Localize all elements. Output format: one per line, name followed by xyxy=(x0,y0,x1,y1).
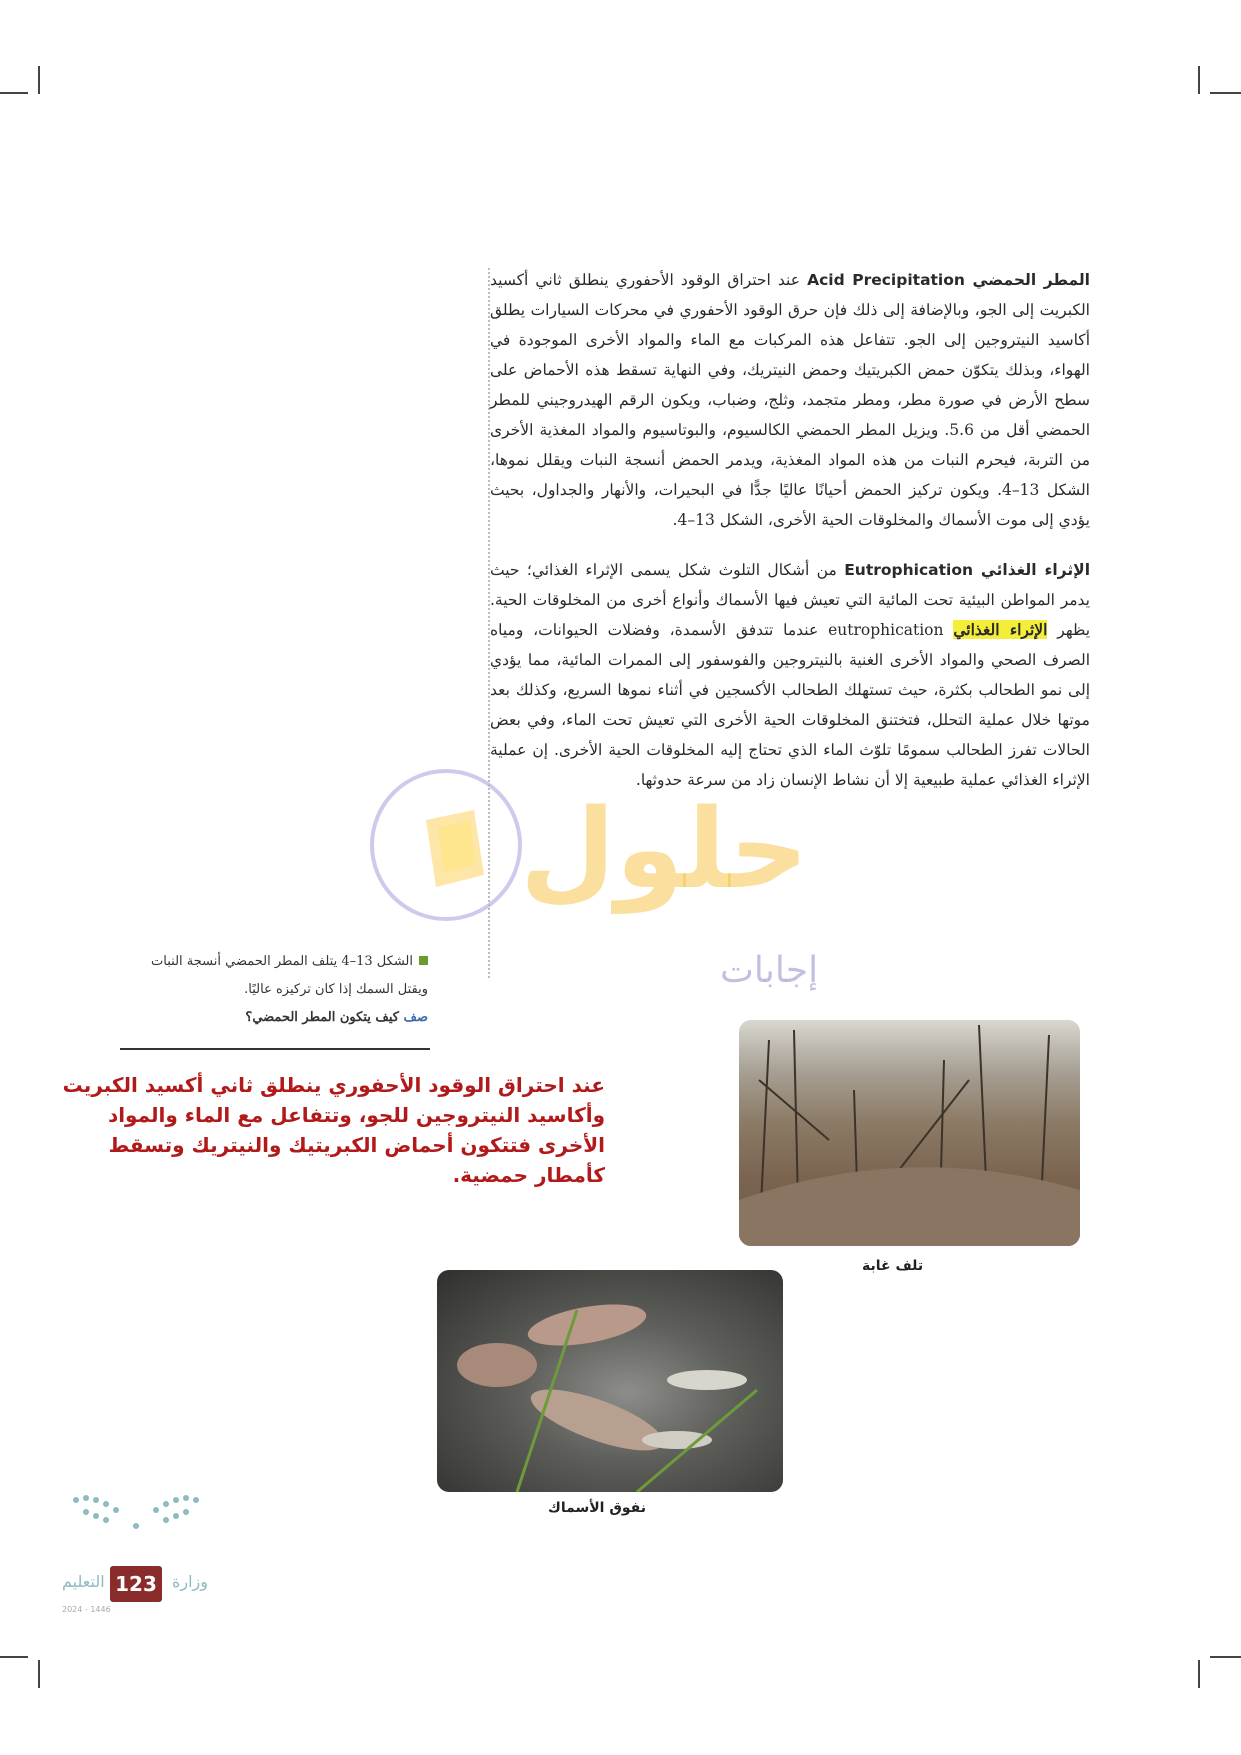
caption-question xyxy=(120,1004,428,1032)
crop-mark xyxy=(1210,92,1241,94)
term-eutrophication: الإثراء الغذائي Eutrophication xyxy=(844,561,1091,579)
page-number: 123 xyxy=(110,1566,162,1602)
crop-mark xyxy=(1198,66,1200,94)
ministry-logo-icon xyxy=(66,1490,206,1560)
caption-text: الشكل 13–4 يتلف المطر الحمضي أنسجة النبات ويقتل السمك إذا كان تركيزه عاليًا. xyxy=(151,954,428,997)
dead-fish-photo-label: نفوق الأسماك xyxy=(548,1500,646,1516)
highlighted-term: الإثراء الغذائي xyxy=(953,620,1048,639)
crop-mark xyxy=(0,92,28,94)
paragraph-eutrophication xyxy=(490,555,1090,795)
main-text xyxy=(490,265,1090,815)
figure-caption xyxy=(120,948,428,1032)
paragraph-acid-precipitation xyxy=(490,265,1090,535)
crop-mark xyxy=(1198,1660,1200,1688)
ministry-name-part: التعليم xyxy=(62,1572,105,1591)
paragraph-text: eutrophication عندما تتدفق الأسمدة، وفضلات الحيوانات، ومياه الصرف الصحي والمواد الأخرى الغنية بالنيتروجين والفوسفور إلى الممرات المائية، مما يؤدي إلى نمو الطحالب بكثرة، حيث تستهلك الطحالب الأكسجين في أثناء نموها السريع، وكذلك بعد موتها خلال عملية التحلل، فتختنق المخلوقات الحية الأخرى التي تعيش تحت الماء، وفي بعض الحالات تفرز الطحالب سمومًا تلوّث الماء الذي تحتاج إليه المخلوقات الحية الأخرى. إن عملية الإثراء الغذائي عملية طبيعية إلا أن نشاط الإنسان زاد من سرعة حدوثها. xyxy=(490,621,1090,789)
crop-mark xyxy=(0,1656,28,1658)
footer-year: 2024 - 1446 xyxy=(62,1605,111,1614)
dead-fish-icon xyxy=(437,1270,783,1492)
caption-question-text: كيف يتكون المطر الحمضي؟ xyxy=(245,1010,404,1025)
caption-rule xyxy=(120,1048,430,1050)
watermark-title: حلول xyxy=(520,785,809,913)
dead-fish-photo xyxy=(437,1270,783,1492)
caption-bullet-icon xyxy=(419,956,428,965)
crop-mark xyxy=(38,66,40,94)
crop-mark xyxy=(1210,1656,1241,1658)
caption-question-verb: صف xyxy=(403,1010,428,1025)
forest-trees-icon xyxy=(739,1020,1080,1246)
paragraph-text: عند احتراق الوقود الأحفوري ينطلق ثاني أكسيد الكبريت إلى الجو، وبالإضافة إلى ذلك فإن حرق الوقود الأحفوري في محركات السيارات يطلق أكاسيد النيتروجين إلى الجو. تتفاعل هذه المركبات مع الماء والمواد الأخرى الموجودة في الهواء، وبذلك يتكوّن حمض الكبريتيك وحمض النيتريك، وفي النهاية تسقط هذه الأحماض على سطح الأرض في صورة مطر، ومطر متجمد، وثلج، وضباب، ويكون الرقم الهيدروجيني للمطر الحمضي أقل من 5.6. ويزيل المطر الحمضي الكالسيوم، والبوتاسيوم والمواد المغذية الأخرى من التربة، فيحرم النبات من هذه المواد المغذية، ويدمر الحمض أنسجة النبات ويقلل نموها، الشكل 13–4. ويكون تركيز الحمض أحيانًا عاليًا جدًّا في البحيرات، والأنهار والجداول، بحيث يؤدي إلى موت الأسماك والمخلوقات الحية الأخرى، الشكل 13–4. xyxy=(490,271,1090,529)
forest-photo-label: تلف غابة xyxy=(862,1258,924,1274)
crop-mark xyxy=(38,1660,40,1688)
watermark-subtitle: إجابات xyxy=(720,950,819,991)
term-acid-precipitation: المطر الحمضي Acid Precipitation xyxy=(807,271,1090,289)
forest-photo xyxy=(739,1020,1080,1246)
paragraph-text: من أشكال التلوث شكل يسمى الإثراء الغذائي؛ حيث يدمر المواطن البيئية تحت المائية التي تعيش فيها الأسماك وأنواع أخرى من المخلوقات الحية. يظهر xyxy=(490,561,1091,639)
ministry-name-part: وزارة xyxy=(172,1572,209,1591)
answer-text: عند احتراق الوقود الأحفوري ينطلق ثاني أكسيد الكبريت وأكاسيد النيتروجين للجو، وتتفاعل مع الماء والمواد الأخرى فتتكون أحماض الكبريتيك والنيتريك وتسقط كأمطار حمضية. xyxy=(62,1073,605,1187)
